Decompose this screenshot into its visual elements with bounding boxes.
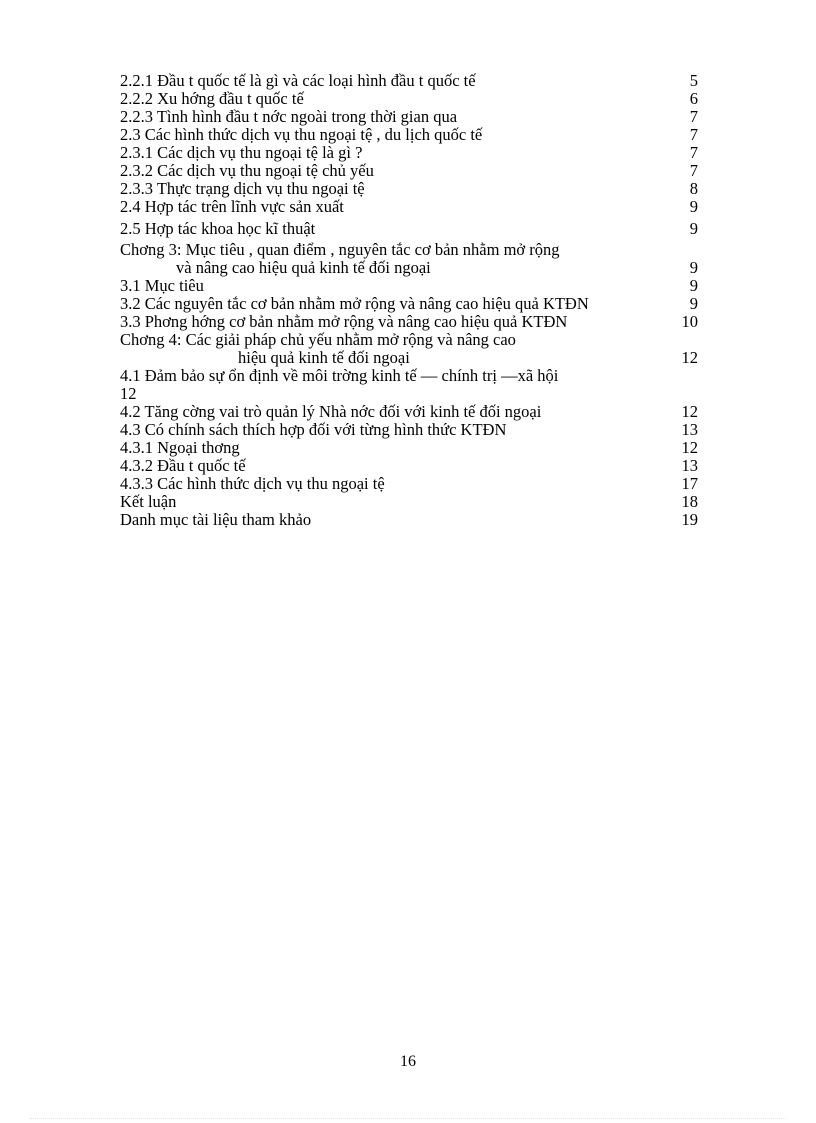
toc-entry-continuation — [120, 349, 698, 367]
toc-entry-title: 4.3.2 Đầu t quốc tế — [120, 457, 246, 475]
toc-entry-page: 9 — [689, 197, 698, 216]
page-number: 16 — [400, 1053, 416, 1070]
toc-entry — [120, 493, 698, 511]
table-of-contents — [120, 72, 698, 529]
toc-entry — [120, 126, 698, 144]
toc-entry-title: 3.2 Các nguyên tắc cơ bản nhằm mở rộng và nâng cao hiệu quả KTĐN — [120, 295, 589, 313]
toc-entry-page: 12 — [681, 438, 698, 457]
toc-entry-page: 18 — [681, 492, 698, 511]
toc-entry-page: 13 — [681, 456, 698, 475]
toc-entry-title: 2.2.1 Đầu t quốc tế là gì và các loại hình đầu t quốc tế — [120, 72, 476, 90]
toc-entry-continuation — [120, 259, 698, 277]
toc-entry-page: 17 — [681, 474, 698, 493]
toc-entry-title: 12 — [120, 385, 137, 403]
toc-entry-title: 4.3 Có chính sách thích hợp đối với từng hình thức KTĐN — [120, 421, 507, 439]
toc-entry — [120, 72, 698, 90]
toc-entry — [120, 511, 698, 529]
toc-entry-page: 10 — [681, 312, 698, 331]
toc-entry — [120, 198, 698, 216]
toc-entry-page: 9 — [689, 219, 698, 238]
toc-entry-page: 7 — [689, 125, 698, 144]
toc-entry-page: 5 — [689, 71, 698, 90]
toc-entry-title: 4.2 Tăng cờng vai trò quản lý Nhà nớc đối với kinh tế đối ngoại — [120, 403, 542, 421]
toc-entry-title: 2.4 Hợp tác trên lĩnh vực sản xuất — [120, 198, 344, 216]
toc-entry-title: và nâng cao hiệu quả kinh tế đối ngoại — [176, 259, 431, 277]
toc-entry-title: Chơng 4: Các giải pháp chủ yếu nhằm mở rộng và nâng cao — [120, 331, 516, 349]
page-bottom-divider — [30, 1118, 786, 1119]
toc-entry-title: 2.2.3 Tình hình đầu t nớc ngoài trong thời gian qua — [120, 108, 458, 126]
toc-entry-page: 9 — [689, 276, 698, 295]
toc-entry-title: 2.3.2 Các dịch vụ thu ngoại tệ chủ yếu — [120, 162, 374, 180]
toc-entry — [120, 162, 698, 180]
toc-entry — [120, 277, 698, 295]
toc-entry-wrapped-page — [120, 385, 698, 403]
toc-entry — [120, 421, 698, 439]
toc-entry-title: 2.3.3 Thực trạng dịch vụ thu ngoại tệ — [120, 180, 365, 198]
toc-entry-page: 9 — [689, 258, 698, 277]
toc-entry-title: 4.3.3 Các hình thức dịch vụ thu ngoại tệ — [120, 475, 385, 493]
toc-entry-title: 3.1 Mục tiêu — [120, 277, 204, 295]
toc-entry-page: 7 — [689, 143, 698, 162]
toc-entry — [120, 144, 698, 162]
toc-entry — [120, 90, 698, 108]
toc-entry-title: hiệu quả kinh tế đối ngoại — [238, 349, 410, 367]
toc-entry-title: 2.5 Hợp tác khoa học kĩ thuật — [120, 220, 316, 238]
toc-entry-title: Chơng 3: Mục tiêu , quan điểm , nguyên tắc cơ bản nhằm mở rộng — [120, 241, 560, 259]
toc-entry — [120, 220, 698, 238]
toc-entry-title: 3.3 Phơng hớng cơ bản nhằm mở rộng và nâng cao hiệu quả KTĐN — [120, 313, 568, 331]
toc-entry — [120, 457, 698, 475]
toc-entry — [120, 180, 698, 198]
toc-entry — [120, 295, 698, 313]
toc-entry-page: 6 — [689, 89, 698, 108]
toc-entry — [120, 313, 698, 331]
toc-entry-title: 2.3.1 Các dịch vụ thu ngoại tệ là gì ? — [120, 144, 363, 162]
toc-entry-page: 9 — [689, 294, 698, 313]
toc-entry-page: 7 — [689, 107, 698, 126]
toc-entry-title: 4.3.1 Ngoại thơng — [120, 439, 240, 457]
toc-entry — [120, 403, 698, 421]
toc-entry-title: Danh mục tài liệu tham khảo — [120, 511, 312, 529]
toc-entry-title: Kết luận — [120, 493, 177, 511]
toc-entry-page: 12 — [681, 402, 698, 421]
toc-entry-page: 7 — [689, 161, 698, 180]
toc-entry-title: 2.3 Các hình thức dịch vụ thu ngoại tệ , du lịch quốc tế — [120, 126, 483, 144]
toc-entry-page: 19 — [681, 510, 698, 529]
toc-chapter-heading — [120, 331, 698, 349]
toc-entry — [120, 439, 698, 457]
toc-entry-page: 8 — [689, 179, 698, 198]
toc-entry-page: 13 — [681, 420, 698, 439]
toc-entry — [120, 475, 698, 493]
toc-entry-page: 12 — [681, 348, 698, 367]
toc-chapter-heading — [120, 241, 698, 259]
toc-entry-title: 4.1 Đảm bảo sự ổn định về môi trờng kinh tế — chính trị —xã hội — [120, 367, 559, 385]
toc-entry — [120, 367, 698, 385]
toc-entry-title: 2.2.2 Xu hớng đầu t quốc tế — [120, 90, 304, 108]
toc-entry — [120, 108, 698, 126]
